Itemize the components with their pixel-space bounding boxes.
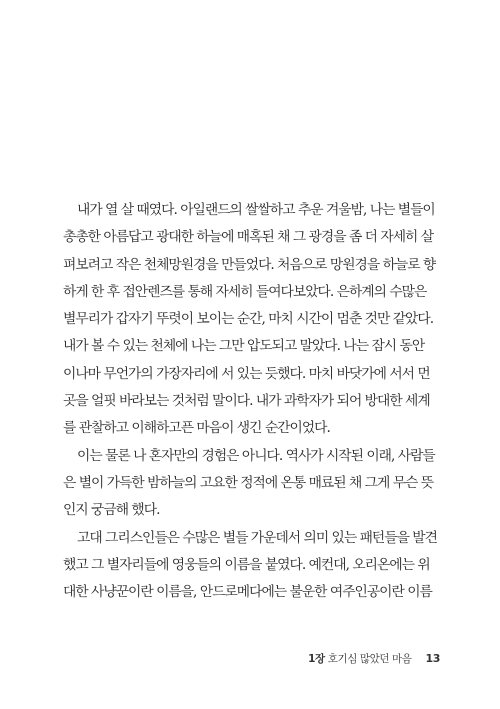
text-line: 은 별이 가득한 밤하늘의 고요한 정적에 온통 매료된 채 그게 무슨 뜻 xyxy=(63,474,434,491)
text-line: 하게 한 후 접안렌즈를 통해 자세히 들여다보았다. 은하계의 수많은 xyxy=(63,283,427,300)
chapter-title: 호기심 많았던 마음 xyxy=(327,653,412,665)
paragraph-1 xyxy=(63,197,443,443)
text-line: 인지 궁금해 했다. xyxy=(63,502,160,519)
text-line: 이는 물론 나 혼자만의 경험은 아니다. 역사가 시작된 이래, 사람들 xyxy=(77,447,435,464)
page-number: 13 xyxy=(425,652,440,665)
chapter-label: 1장 xyxy=(308,653,325,665)
page-footer xyxy=(308,651,440,666)
text-line: 했고 그 별자리들에 영웅들의 이름을 붙였다. 예컨대, 오리온에는 위 xyxy=(63,556,430,573)
text-line: 별무리가 갑자기 뚜렷이 보이는 순간, 마치 시간이 멈춘 것만 같았다. xyxy=(63,311,434,328)
body-text xyxy=(63,197,443,606)
paragraph-2 xyxy=(63,443,443,525)
text-line: 고대 그리스인들은 수많은 별들 가운데서 의미 있는 패턴들을 발견 xyxy=(77,529,437,546)
text-line: 내가 열 살 때였다. 아일랜드의 쌀쌀하고 추운 겨울밤, 나는 별들이 xyxy=(77,202,435,218)
text-line: 를 관찰하고 이해하고픈 마음이 생긴 순간이었다. xyxy=(63,420,330,437)
paragraph-3 xyxy=(63,525,443,607)
text-line: 내가 볼 수 있는 천체에 나는 그만 압도되고 말았다. 나는 잠시 동안 xyxy=(63,338,425,355)
text-line: 대한 사냥꾼이란 이름을, 안드로메다에는 불운한 여주인공이란 이름 xyxy=(63,584,432,601)
text-line: 펴보려고 작은 천체망원경을 만들었다. 처음으로 망원경을 하늘로 향 xyxy=(63,256,436,273)
text-line: 이나마 무언가의 가장자리에 서 있는 듯했다. 마치 바닷가에 서서 먼 xyxy=(63,365,430,382)
text-line: 총총한 아름답고 광대한 하늘에 매혹된 채 그 광경을 좀 더 자세히 살 xyxy=(63,229,434,246)
text-line: 곳을 얼핏 바라보는 것처럼 말이다. 내가 과학자가 되어 방대한 세계 xyxy=(63,393,430,410)
